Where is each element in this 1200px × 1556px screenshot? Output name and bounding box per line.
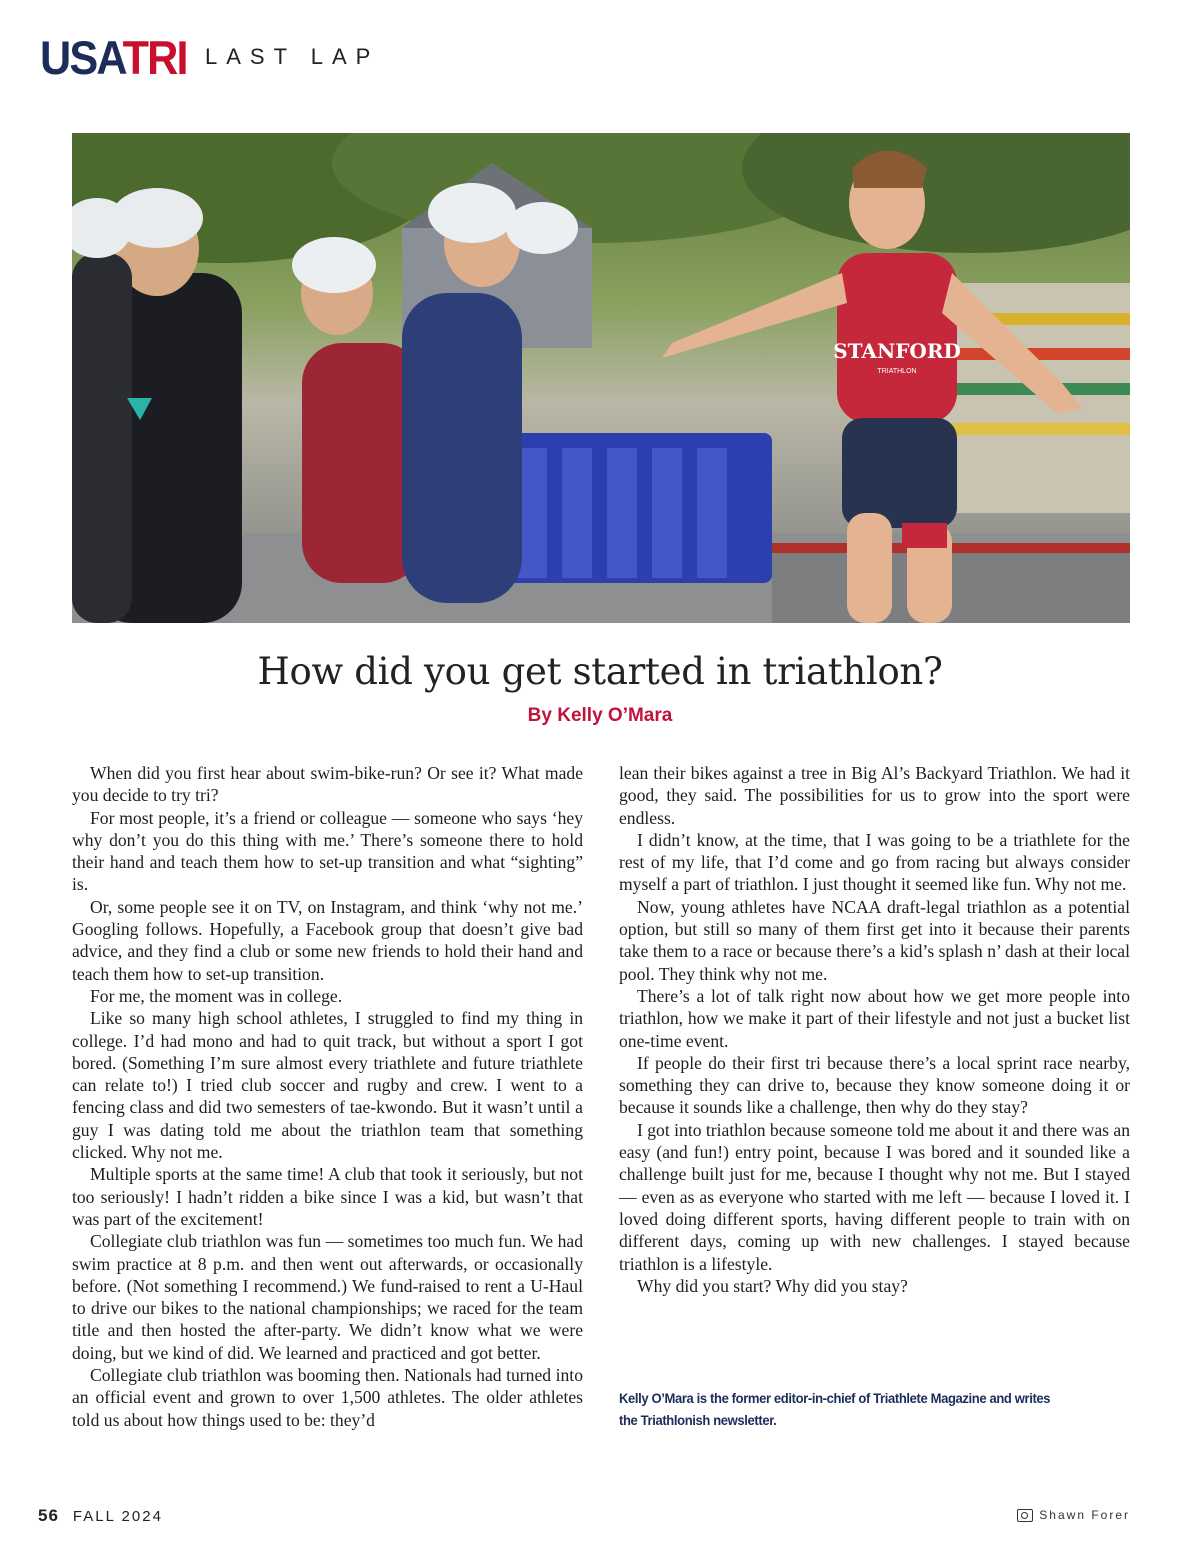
paragraph: When did you first hear about swim-bike-run? Or see it? What made you decide to try tri? bbox=[72, 763, 583, 806]
race-photo-illustration bbox=[72, 133, 1130, 623]
paragraph: There’s a lot of talk right now about how we get more people into triathlon, how we make it part of their lifestyle and not just a bucket list one-time event. bbox=[619, 985, 1130, 1051]
paragraph: For me, the moment was in college. bbox=[90, 985, 343, 1006]
paragraph: Collegiate club triathlon was booming then. Nationals had turned into an official event and grown to over 1,500 athletes. The older athletes told us about how things used to be: they’d bbox=[72, 1365, 583, 1430]
jersey-subtext: TRIATHLON bbox=[877, 368, 917, 375]
photo-credit bbox=[1017, 1508, 1130, 1522]
paragraph: For most people, it’s a friend or colleague — someone who says ‘hey why don’t you do this thing with me.’ There’s someone there to hold their hand and teach them how to set-up transition and what “sighting” is. bbox=[72, 807, 583, 895]
author-bio: Kelly O’Mara is the former editor-in-chief of Triathlete Magazine and writes the Triathlonish newsletter. bbox=[619, 1390, 1051, 1428]
paragraph: Collegiate club triathlon was fun — sometimes too much fun. We had swim practice at 8 p.m. and then went out afterwards, or occasionally before. (Not something I recommend.) We fund-raised to rent a U-Haul to drive our bikes to the national championships; we raced for the team title and then hosted the after-party. We didn’t know what we were doing, but we kind of did. We learned and practiced and got better. bbox=[72, 1231, 583, 1363]
hero-photo bbox=[72, 133, 1130, 623]
paragraph: If people do their first tri because there’s a local sprint race nearby, something they can drive to, because they know someone doing it or because it sounds like a challenge, then why do they stay? bbox=[619, 1052, 1130, 1118]
camera-icon bbox=[1017, 1509, 1033, 1522]
paragraph: Or, some people see it on TV, on Instagram, and think ‘why not me.’ Googling follows. Hopefully, a Facebook group that doesn’t give bad advice, and they find a club or some new friends to hold their hand and teach them how to set-up transition. bbox=[72, 896, 583, 984]
paragraph: Now, young athletes have NCAA draft-legal triathlon as a potential option, but still so many of them first get into it because their parents take them to a race or because there’s a kid’s splash n’ dash at their local pool. They think why not me. bbox=[619, 896, 1130, 984]
masthead bbox=[40, 30, 199, 84]
right-column bbox=[619, 762, 1130, 1297]
photo-credit-name: Shawn Forer bbox=[1039, 1508, 1130, 1522]
paragraph: Multiple sports at the same time! A club that took it seriously, but not too seriously! I hadn’t ridden a bike since I was a kid, but wasn’t that was part of the excitement! bbox=[72, 1164, 583, 1229]
jersey-text: STANFORD bbox=[833, 339, 961, 363]
issue-label: FALL 2024 bbox=[72, 1508, 163, 1525]
byline: By Kelly O’Mara bbox=[527, 705, 673, 726]
page-number: 56 bbox=[38, 1506, 59, 1525]
section-label: LAST LAP bbox=[205, 44, 380, 69]
folio bbox=[38, 1506, 163, 1526]
paragraph: Why did you start? Why did you stay? bbox=[637, 1275, 908, 1296]
paragraph: I didn’t know, at the time, that I was going to be a triathlete for the rest of my life, that I’d come and go from racing but always consider myself a part of triathlon. I just thought it seemed like fun. Why not me. bbox=[619, 829, 1130, 895]
paragraph-continued: lean their bikes against a tree in Big Al’s Backyard Triathlon. We had it good, they said. The possibilities for us to grow into the sport were endless. bbox=[619, 763, 1130, 828]
article-title: How did you get started in triathlon? bbox=[257, 650, 943, 693]
paragraph: Like so many high school athletes, I struggled to find my thing in college. I’d had mono and had to quit track, but without a sport I got bored. (Something I’m sure almost every triathlete and future triathlete can relate to!) I tried club soccer and rugby and crew. I went to a fencing class and did two semesters of tae-kwondo. But it wasn’t until a guy I was dating told me about the triathlon team that something clicked. Why not me. bbox=[72, 1008, 583, 1163]
usatri-logo: USATRI bbox=[40, 30, 187, 84]
left-column bbox=[72, 762, 583, 1431]
paragraph: I got into triathlon because someone told me about it and there was an easy (and fun!) entry point, because I was bored and it sounded like a challenge built just for me, because I thought why not me. But I stayed — even as as everyone who started with me left — because I loved it. I loved doing different sports, having different people to train with on different days, coming up with new challenges. I stayed because triathlon is a lifestyle. bbox=[619, 1119, 1130, 1274]
